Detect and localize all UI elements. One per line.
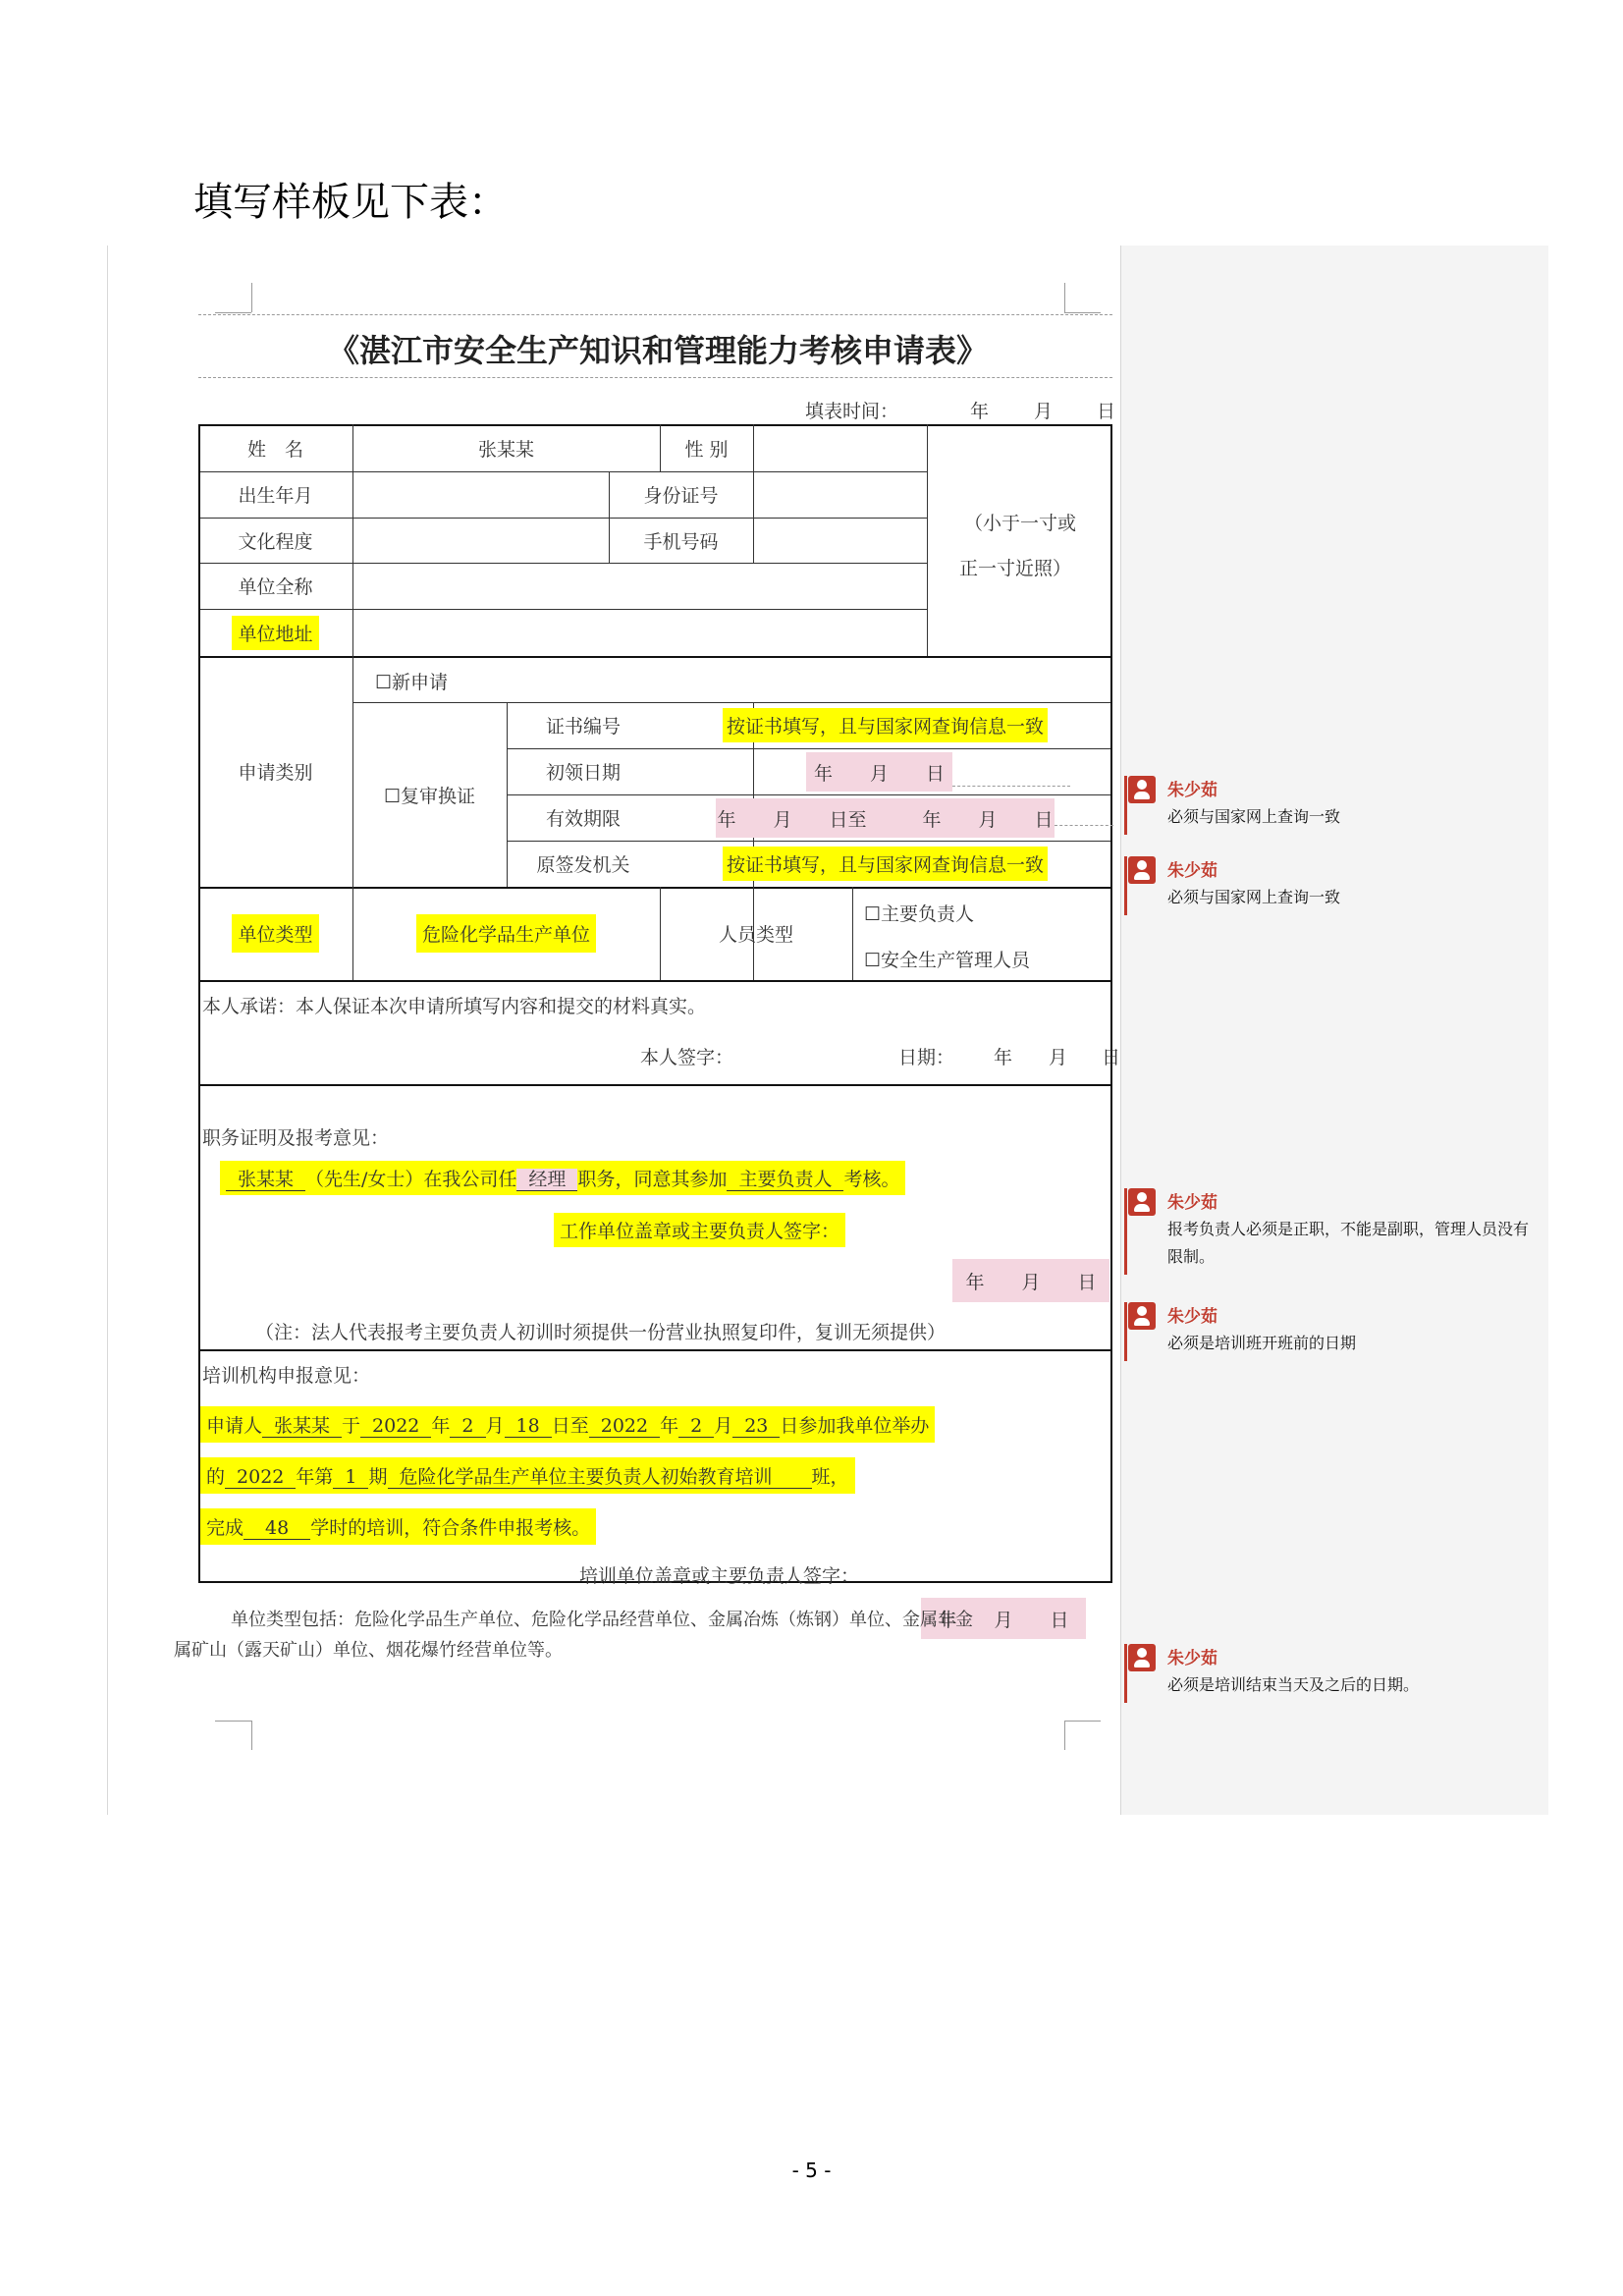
new-apply-checkbox[interactable]: ☐新申请 [375,672,449,693]
first-date-label: 初领日期 [545,762,621,784]
phone-label: 手机号码 [643,530,719,553]
user-avatar-icon [1128,1302,1156,1330]
person-option-main[interactable]: ☐主要负责人 [864,903,975,925]
user-avatar-icon [1128,1188,1156,1216]
application-form: 《湛江市安全生产知识和管理能力考核申请表》 填表时间： 年 月 日 姓 名 张某某 性 别 出生年月 身份证号 文化程度 手机号码 （小于一寸或 正一寸近照） 单位全称 单位地址 申请类别 ☐新申请 ☐复审换证 证书编号 按证书填写，且与国家网查询信息一致 初领日期 年 月 日 有效期限 年 月 日至 年 月 日 原签发机关 按证书填写，且与国家网查询信息一致 单位类型 危险化学品生产单位 人员类型 ☐主要负责人 ☐安全生产管理人员 本人承诺：本人保证本次申请所填写内容和提交的材料真实。 本人签字： 日期： 年 月 日 职务证明及报考意见： 张某某 （先生/女士）在我公司任 经理 职务，同意其参加 主要负责人 考核。 工作单位盖章或主要负责人签字： 年 月 日 （注：法人代表报考主要负责人初训时须提供一份营业执照复印件，复训无须提供） 培训机构申报意见： 申请人 张某某 于 2022 年 2 月 18 日至 2022 年 2 月 23 日参加我单位举办 的 2022 年第 1 期 危险化学品生产单位主要负责人初始教育培训 班， 完成 48 学时的培训，符合条件申报考核。 培训单位盖章或主要负责人签字： 年 月 日 [198,314,1112,1583]
cert-no-value[interactable]: 按证书填写，且与国家网查询信息一致 [723,708,1048,742]
form-title: 《湛江市安全生产知识和管理能力考核申请表》 [328,332,989,369]
name-value[interactable]: 张某某 [477,438,534,461]
duty-sign-label: 工作单位盖章或主要负责人签字： [554,1213,845,1247]
comment-panel [1120,246,1548,1815]
photo-hint-2: 正一寸近照） [959,558,1072,579]
first-date-value[interactable]: 年 月 日 [806,752,952,792]
duty-statement: 张某某 （先生/女士）在我公司任 经理 职务，同意其参加 主要负责人 考核。 [220,1161,905,1195]
cert-no-label: 证书编号 [545,716,621,738]
promise-text: 本人承诺：本人保证本次申请所填写内容和提交的材料真实。 [202,996,707,1017]
issuer-value[interactable]: 按证书填写，且与国家网查询信息一致 [723,847,1048,881]
education-label: 文化程度 [238,530,313,553]
valid-value[interactable]: 年 月 日至 年 月 日 [716,798,1055,838]
unit-address-label: 单位地址 [232,616,318,650]
duty-note: （注：法人代表报考主要负责人初训时须提供一份营业执照复印件，复训无须提供） [255,1322,947,1343]
user-avatar-icon [1128,856,1156,884]
org-date[interactable]: 年 月 日 [921,1598,1086,1639]
person-option-safety[interactable]: ☐安全生产管理人员 [864,950,1031,971]
org-line-1: 申请人 张某某 于 2022 年 2 月 18 日至 2022 年 2 月 23 日参加我单位举办 [200,1406,935,1443]
gender-label: 性 别 [684,438,729,461]
org-sign-label: 培训单位盖章或主要负责人签字： [579,1565,860,1587]
user-avatar-icon [1128,776,1156,803]
name-label: 姓 名 [246,438,303,461]
date-label: 日期： [898,1047,955,1068]
user-avatar-icon [1128,1644,1156,1671]
apply-type-label: 申请类别 [238,762,313,784]
org-line-2: 的 2022 年第 1 期 危险化学品生产单位主要负责人初始教育培训 班， [200,1457,855,1494]
page-number: - 5 - [791,2159,832,2182]
signature-label: 本人签字： [640,1047,734,1068]
footnote-1: 单位类型包括：危险化学品生产单位、危险化学品经营单位、金属冶炼（炼钢）单位、金属非金 [231,1610,973,1630]
org-line-3: 完成 48 学时的培训，符合条件申报考核。 [200,1508,596,1545]
duty-name[interactable]: 张某某 [226,1169,305,1191]
issuer-label: 原签发机关 [536,854,630,876]
document-screenshot: 《湛江市安全生产知识和管理能力考核申请表》 填表时间： 年 月 日 姓 名 张某某 性 别 出生年月 身份证号 文化程度 手机号码 （小于一寸或 正一寸近照） 单位全称 单位地址 申请类别 ☐新申请 ☐复审换证 证书编号 按证书填写，且与国家网查询信息一致 初领日期 年 月 日 有效期限 年 月 日至 年 月 日 原签发机关 按证书填写，且与国家网查询信息一致 单位类型 危险化学品生产单位 人员类型 ☐主要负责人 ☐安全生产管理人员 本人承诺：本人保证本次申请所填写内容和提交的材料真实。 本人签字： 日期： 年 月 日 职务证明及报考意见： 张某某 （先生/女士）在我公司任 经理 职务，同意其参加 主要负责人 考核。 工作单位盖章或主要负责人签字： 年 月 日 （注：法人代表报考主要负责人初训时须提供一份营业执照复印件，复训无须提供） 培训机构申报意见： 申请人 张某某 于 2022 年 2 月 18 日至 2022 年 2 月 23 日参加我单位举办 的 2022 年第 1 期 危险化学品生产单位主要负责人初始教育培训 班， 完成 48 学时的培训，符合条件申报考核。 培训单位盖章或主要负责人签字： 年 月 日 单位类型包括：危险化学品生产单位、危险化学品经营单位、金属冶炼（炼钢）单位、金属非金 属矿山（露天矿山）单位、烟花爆竹经营单位等。 朱少茹 必须与国家网上查询一致 朱少茹 必须与国家网上查询一致 朱少茹 报考负责人必须是正职，不能是副职，管理人员没有限制。 朱少茹 必须是培训班开班前的日期 朱少茹 必须是培训结束当天及之后的日期。 [107,246,1547,1815]
unit-full-label: 单位全称 [238,576,313,598]
footnote-2: 属矿山（露天矿山）单位、烟花爆竹经营单位等。 [174,1640,563,1661]
duty-exam[interactable]: 主要负责人 [727,1169,843,1191]
renew-checkbox[interactable]: ☐复审换证 [383,785,476,807]
left-margin-line [107,246,108,1815]
photo-hint-1: （小于一寸或 [964,513,1077,534]
duty-date[interactable]: 年 月 日 [952,1259,1109,1302]
unit-type-label: 单位类型 [232,914,318,953]
org-title: 培训机构申报意见： [202,1365,371,1387]
person-type-label: 人员类型 [718,924,793,946]
unit-type-value[interactable]: 危险化学品生产单位 [416,914,596,953]
duty-position[interactable]: 经理 [516,1169,577,1191]
duty-title: 职务证明及报考意见： [202,1127,390,1149]
valid-label: 有效期限 [545,808,621,830]
section-heading: 填写样板见下表： [193,180,508,225]
id-label: 身份证号 [643,485,719,507]
birth-label: 出生年月 [238,485,313,507]
fill-time-label: 填表时间： [805,401,899,422]
